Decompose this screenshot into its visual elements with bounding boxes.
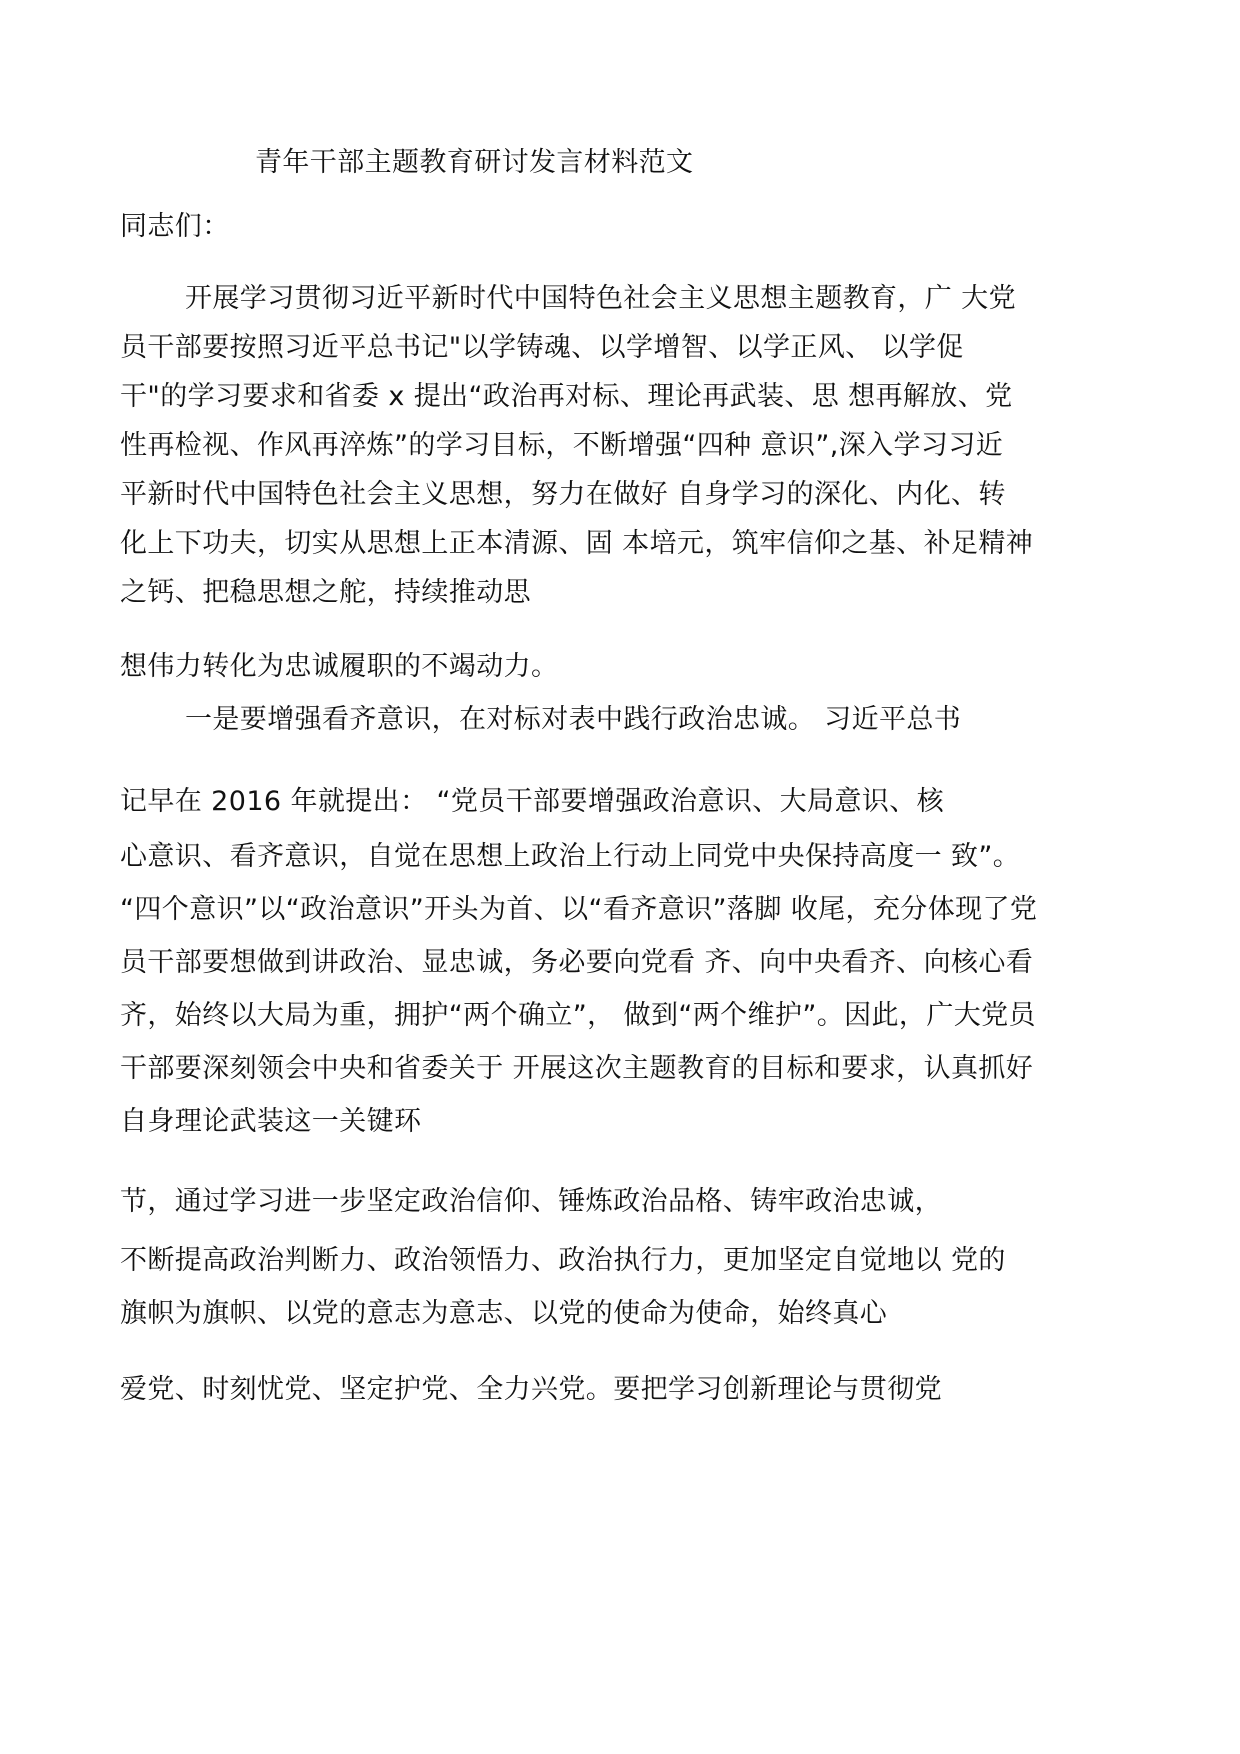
paragraph-line: 自身理论武装这一关键环 <box>120 1106 422 1137</box>
paragraph-line: 爱党、时刻忧党、坚定护党、全力兴党。要把学习创新理论与贯彻党 <box>120 1374 942 1405</box>
paragraph-line: 性再检视、作风再淬炼”的学习目标，不断增强“四种 意识”,深入学习习近 <box>120 430 1004 461</box>
salutation: 同志们： <box>120 211 230 242</box>
paragraph-line: 员干部要想做到讲政治、显忠诚，务必要向党看 齐、向中央看齐、向核心看 <box>120 947 1034 978</box>
paragraph-line: 节，通过学习进一步坚定政治信仰、锤炼政治品格、铸牢政治忠诚， <box>120 1186 942 1217</box>
paragraph-line: “四个意识”以“政治意识”开头为首、以“看齐意识”落脚 收尾，充分体现了党 <box>120 894 1038 925</box>
paragraph-line: 旗帜为旗帜、以党的意志为意志、以党的使命为使命，始终真心 <box>120 1298 888 1329</box>
paragraph-line: 想伟力转化为忠诚履职的不竭动力。 <box>120 651 559 682</box>
paragraph-line: 心意识、看齐意识，自觉在思想上政治上行动上同党中央保持高度一 致”。 <box>120 841 1021 872</box>
paragraph-line: 化上下功夫，切实从思想上正本清源、固 本培元，筑牢信仰之基、补足精神 <box>120 528 1034 559</box>
paragraph-line: 之钙、把稳思想之舵，持续推动思 <box>120 577 531 608</box>
paragraph-line: 一是要增强看齐意识，在对标对表中践行政治忠诚。 习近平总书 <box>185 704 962 735</box>
paragraph-line: 不断提高政治判断力、政治领悟力、政治执行力，更加坚定自觉地以 党的 <box>120 1245 1006 1276</box>
document-title: 青年干部主题教育研讨发言材料范文 <box>255 147 694 178</box>
paragraph-line: 干部要深刻领会中央和省委关于 开展这次主题教育的目标和要求，认真抓好 <box>120 1053 1034 1084</box>
paragraph-line: 员干部要按照习近平总书记"以学铸魂、以学增智、以学正风、 以学促 <box>120 332 964 363</box>
paragraph-line: 平新时代中国特色社会主义思想，努力在做好 自身学习的深化、内化、转 <box>120 479 1006 510</box>
paragraph-line: 开展学习贯彻习近平新时代中国特色社会主义思想主题教育，广 大党 <box>185 283 1016 314</box>
paragraph-line: 干"的学习要求和省委 x 提出“政治再对标、理论再武装、思 想再解放、党 <box>120 381 1013 412</box>
paragraph-line: 齐，始终以大局为重，拥护“两个确立”， 做到“两个维护”。因此，广大党员 <box>120 1000 1036 1031</box>
paragraph-line: 记早在 2016 年就提出： “党员干部要增强政治意识、大局意识、核 <box>120 786 945 817</box>
